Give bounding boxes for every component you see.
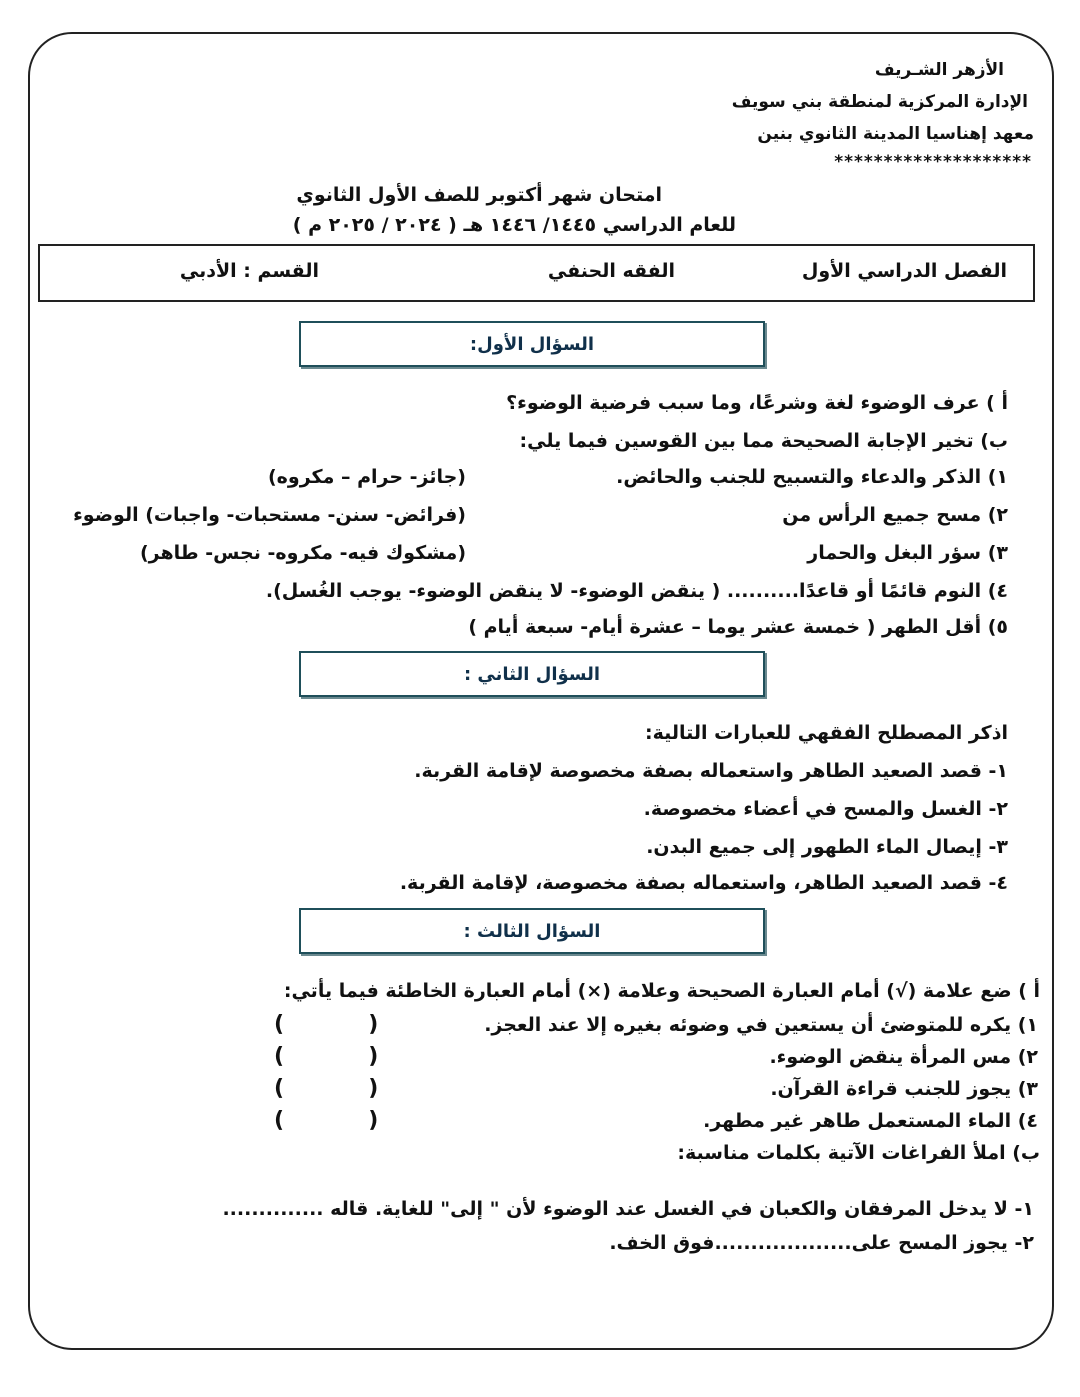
q1-item-1: ١) الذكر والدعاء والتسبيح للجنب والحائض. [616,466,1008,488]
q1-item-2: ٢) مسح جميع الرأس من [782,504,1008,526]
header-line-1: الأزهر الشـريف [874,60,1004,80]
header-line-2: الإدارة المركزية لمنطقة بني سويف [731,92,1028,112]
q3-part-b: ب) املأ الفراغات الآتية بكلمات مناسبة: [677,1142,1040,1164]
answer-parens-2[interactable]: ( ) [274,1044,379,1069]
q2-item-1: ١- قصد الصعيد الطاهر واستعماله بصفة مخصوصة لإقامة القربة. [414,760,1008,782]
q1-item-3: ٣) سؤر البغل والحمار [807,542,1008,564]
subject-label: الفقه الحنفي [547,260,675,282]
q3-part-a: أ ) ضع علامة (√) أمام العبارة الصحيحة وعلامة (×) أمام العبارة الخاطئة فيما يأتي: [283,980,1040,1002]
q2-item-3: ٣- إيصال الماء الطهور إلى جميع البدن. [646,836,1008,858]
q1-part-b: ب) تخير الإجابة الصحيحة مما بين القوسين فيما يلي: [519,430,1008,452]
answer-parens-4[interactable]: ( ) [274,1108,379,1133]
exam-title: امتحان شهر أكتوبر للصف الأول الثانوي [296,184,662,206]
header-line-3: معهد إهناسيا المدينة الثانوي بنين [757,124,1034,144]
q2-item-2: ٢- الغسل والمسح في أعضاء مخصوصة. [643,798,1008,820]
q1-item-5: ٥) أقل الطهر ( خمسة عشر يوما – عشرة أيام- سبعة أيام ) [468,616,1008,638]
section-label: القسم : الأدبي [179,260,319,282]
question-1-title-box [299,321,765,367]
q3-blank-1: ١- لا يدخل المرفقان والكعبان في الغسل عند الوضوء لأن " إلى" للغاية. قاله .............. [222,1198,1034,1220]
question-1-title: السؤال الأول: [469,333,595,355]
q1-item-4: ٤) النوم قائمًا أو قاعدًا.......... ( ينقض الوضوء- لا ينقض الوضوء- يوجب الغُسل). [265,580,1008,602]
question-2-title-box [299,651,765,697]
q3-blank-2: ٢- يجوز المسح على...................فوق الخف. [609,1232,1034,1254]
q3-item-1: ١) يكره للمتوضئ أن يستعين في وضوئه بغيره إلا عند العجز. [484,1014,1038,1036]
q3-item-2: ٢) مس المرأة ينقض الوضوء. [769,1046,1038,1068]
q3-item-3: ٣) يجوز للجنب قراءة القرآن. [770,1078,1038,1100]
exam-year: للعام الدراسي ١٤٤٥/ ١٤٤٦ هـ ( ٢٠٢٤ / ٢٠٢٥ م ) [292,214,736,236]
q1-item-3-options: (مشكوك فيه- مكروه- نجس- طاهر) [139,542,466,564]
q2-item-4: ٤- قصد الصعيد الطاهر، واستعماله بصفة مخصوصة، لإقامة القربة. [399,872,1008,894]
q3-item-4: ٤) الماء المستعمل طاهر غير مطهر. [703,1110,1038,1132]
q2-intro: اذكر المصطلح الفقهي للعبارات التالية: [644,722,1008,744]
info-box [38,244,1035,302]
answer-parens-1[interactable]: ( ) [274,1012,379,1037]
q1-item-1-options: (جائز- حرام – مكروه) [268,466,466,488]
header-stars: ******************** [834,152,1032,172]
question-3-title: السؤال الثالث : [463,920,601,942]
q1-part-a: أ ) عرف الوضوء لغة وشرعًا، وما سبب فرضية الوضوء؟ [506,392,1008,414]
q1-item-2-options: (فرائض- سنن- مستحبات- واجبات) الوضوء [73,504,466,526]
semester-label: الفصل الدراسي الأول [801,260,1007,282]
answer-parens-3[interactable]: ( ) [274,1076,379,1101]
question-3-title-box [299,908,765,954]
question-2-title: السؤال الثاني : [463,663,601,685]
